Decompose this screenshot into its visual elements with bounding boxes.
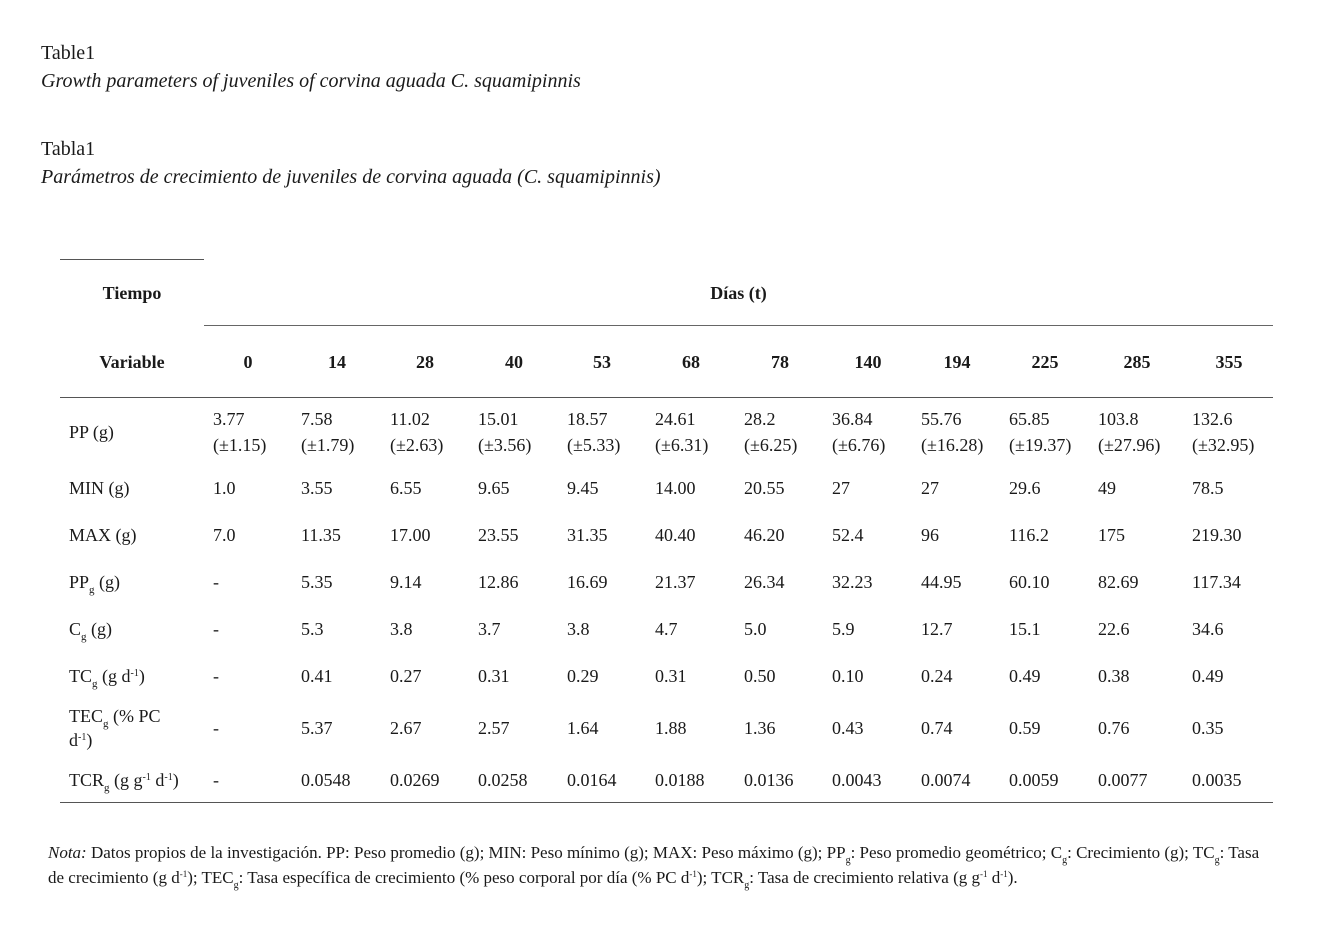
caption-spanish-label: Tabla1 bbox=[41, 138, 96, 160]
table-cell: 60.10 bbox=[1009, 572, 1050, 592]
table-cell: 15.1 bbox=[1009, 619, 1041, 639]
table-cell: - bbox=[213, 718, 219, 738]
table-cell: 175 bbox=[1098, 525, 1125, 545]
caption-english-label: Table1 bbox=[41, 42, 96, 64]
table-cell: 0.43 bbox=[832, 718, 864, 738]
table-cell: 5.9 bbox=[832, 619, 855, 639]
header-rule bbox=[60, 397, 1273, 398]
table-cell: 46.20 bbox=[744, 525, 785, 545]
table-cell: 11.35 bbox=[301, 525, 341, 545]
table-cell: 9.14 bbox=[390, 572, 422, 592]
header-variable: Variable bbox=[99, 352, 165, 372]
table-cell: 3.55 bbox=[301, 478, 333, 498]
table-cell: 2.57 bbox=[478, 718, 510, 738]
table-cell: 0.0059 bbox=[1009, 770, 1059, 790]
table-cell: 0.35 bbox=[1192, 718, 1224, 738]
table-cell: 0.10 bbox=[832, 666, 864, 686]
day-header: 0 bbox=[243, 352, 253, 372]
table-cell: 7.0 bbox=[213, 525, 236, 545]
table-cell: 20.55 bbox=[744, 478, 785, 498]
table-cell: 1.64 bbox=[567, 718, 599, 738]
table-cell: 5.3 bbox=[301, 619, 324, 639]
table-cell: 5.37 bbox=[301, 718, 333, 738]
table-cell: - bbox=[213, 619, 219, 639]
table-cell: 4.7 bbox=[655, 619, 678, 639]
header-time: Tiempo bbox=[102, 283, 162, 303]
table-cell: 0.0035 bbox=[1192, 770, 1242, 790]
table-cell: 0.0136 bbox=[744, 770, 794, 790]
table-cell: 0.0043 bbox=[832, 770, 882, 790]
days-rule bbox=[204, 325, 1273, 326]
table-cell: 18.57 (±5.33) bbox=[567, 409, 621, 455]
table-cell: 0.38 bbox=[1098, 666, 1130, 686]
table-cell: 34.6 bbox=[1192, 619, 1224, 639]
table-cell: 3.8 bbox=[390, 619, 413, 639]
table-top-rule bbox=[60, 259, 204, 260]
table-cell: 17.00 bbox=[390, 525, 431, 545]
table-cell: 22.6 bbox=[1098, 619, 1130, 639]
day-header: 225 bbox=[1031, 352, 1059, 372]
day-header: 40 bbox=[505, 352, 523, 372]
table-cell: 1.88 bbox=[655, 718, 687, 738]
table-cell: 0.0269 bbox=[390, 770, 440, 790]
row-label-cg: $C_g$ (g) bbox=[69, 619, 113, 643]
day-header: 14 bbox=[328, 352, 346, 372]
table-cell: 49 bbox=[1098, 478, 1116, 498]
table-cell: 29.6 bbox=[1009, 478, 1041, 498]
day-header: 28 bbox=[416, 352, 434, 372]
table-cell: 65.85 (±19.37) bbox=[1009, 409, 1072, 455]
table-cell: 0.49 bbox=[1009, 666, 1041, 686]
table-cell: 0.24 bbox=[921, 666, 953, 686]
table-cell: 6.55 bbox=[390, 478, 422, 498]
table-cell: 28.2 (±6.25) bbox=[744, 409, 798, 455]
table-cell: 219.30 bbox=[1192, 525, 1242, 545]
table-cell: 31.35 bbox=[567, 525, 608, 545]
table-cell: 0.59 bbox=[1009, 718, 1041, 738]
table-cell: 26.34 bbox=[744, 572, 785, 592]
table-cell: 44.95 bbox=[921, 572, 962, 592]
table-cell: 9.65 bbox=[478, 478, 510, 498]
table-cell: 3.77 (±1.15) bbox=[213, 409, 267, 455]
caption-spanish-title: Parámetros de crecimiento de juveniles de corvina aguada (C. squamipinnis) bbox=[41, 166, 661, 188]
table-bottom-rule bbox=[60, 802, 1273, 803]
table-note: Nota: Datos propios de la investigación. PP: Peso promedio (g); MIN: Peso mínimo (g); MAX: Peso máximo (g); $PP_g$: Peso promedio geométrico; $C_g$: Crecimiento (g); $TC_g$: Tasa de crecimiento (g $d^{-1}$); $TEC_g$: Tasa específica de crecimiento (% peso corporal por día (% PC $d^{-1}$); $TCR_g$: Tasa de crecimiento relativa (g $g^{-1}$ $d^{-1}$). bbox=[48, 843, 1260, 891]
table-cell: 1.36 bbox=[744, 718, 776, 738]
day-header: 355 bbox=[1215, 352, 1243, 372]
row-label-max: MAX (g) bbox=[69, 525, 137, 545]
table-cell: - bbox=[213, 666, 219, 686]
table-cell: 3.7 bbox=[478, 619, 501, 639]
table-cell: 27 bbox=[832, 478, 850, 498]
table-cell: 0.0074 bbox=[921, 770, 971, 790]
table-cell: 55.76 (±16.28) bbox=[921, 409, 984, 455]
header-days: Días (t) bbox=[710, 283, 767, 303]
table-cell: 117.34 bbox=[1192, 572, 1241, 592]
table-cell: 11.02 (±2.63) bbox=[390, 409, 444, 455]
row-label-tcrg: $TCR_g$ (g $g^{-1}$ $d^{-1}$) bbox=[69, 770, 179, 794]
table-cell: 2.67 bbox=[390, 718, 422, 738]
table-cell: 3.8 bbox=[567, 619, 590, 639]
table-cell: 0.74 bbox=[921, 718, 953, 738]
table-cell: 5.35 bbox=[301, 572, 333, 592]
table-cell: 0.76 bbox=[1098, 718, 1130, 738]
table-cell: 32.23 bbox=[832, 572, 873, 592]
row-label-tcg: $TC_g$ (g $d^{-1}$) bbox=[69, 666, 145, 690]
table-cell: 21.37 bbox=[655, 572, 696, 592]
row-label-pp: PP (g) bbox=[69, 422, 114, 442]
table-cell: 103.8 (±27.96) bbox=[1098, 409, 1161, 455]
table-cell: 40.40 bbox=[655, 525, 696, 545]
row-label-tecg: $TEC_g$ (% PC $d^{-1}$) bbox=[69, 706, 161, 750]
table-cell: 0.0188 bbox=[655, 770, 705, 790]
table-cell: 52.4 bbox=[832, 525, 864, 545]
table-cell: 0.31 bbox=[478, 666, 510, 686]
table-cell: 15.01 (±3.56) bbox=[478, 409, 532, 455]
table-cell: 96 bbox=[921, 525, 939, 545]
table-cell: 116.2 bbox=[1009, 525, 1049, 545]
day-header: 68 bbox=[682, 352, 700, 372]
day-header: 53 bbox=[593, 352, 611, 372]
table-cell: 1.0 bbox=[213, 478, 236, 498]
table-cell: 82.69 bbox=[1098, 572, 1139, 592]
row-label-min: MIN (g) bbox=[69, 478, 130, 498]
table-cell: 23.55 bbox=[478, 525, 519, 545]
table-cell: 0.27 bbox=[390, 666, 422, 686]
table-cell: 78.5 bbox=[1192, 478, 1224, 498]
table-cell: 0.29 bbox=[567, 666, 599, 686]
table-cell: - bbox=[213, 572, 219, 592]
table-cell: 0.50 bbox=[744, 666, 776, 686]
table-cell: 0.31 bbox=[655, 666, 687, 686]
table-cell: 12.7 bbox=[921, 619, 953, 639]
day-header: 140 bbox=[854, 352, 882, 372]
table-cell: 9.45 bbox=[567, 478, 599, 498]
table-cell: 12.86 bbox=[478, 572, 519, 592]
table-cell: 0.0077 bbox=[1098, 770, 1148, 790]
table-cell: 16.69 bbox=[567, 572, 608, 592]
day-header: 78 bbox=[771, 352, 789, 372]
table-cell: 14.00 bbox=[655, 478, 696, 498]
table-cell: 7.58 (±1.79) bbox=[301, 409, 355, 455]
day-header: 194 bbox=[943, 352, 971, 372]
table-cell: 0.0548 bbox=[301, 770, 351, 790]
table-cell: 5.0 bbox=[744, 619, 767, 639]
row-label-ppg: $PP_g$ (g) bbox=[69, 572, 121, 596]
table-cell: - bbox=[213, 770, 219, 790]
caption-english-title: Growth parameters of juveniles of corvina aguada C. squamipinnis bbox=[41, 70, 581, 92]
table-cell: 0.41 bbox=[301, 666, 333, 686]
table-cell: 0.0164 bbox=[567, 770, 617, 790]
table-cell: 27 bbox=[921, 478, 939, 498]
table-cell: 0.49 bbox=[1192, 666, 1224, 686]
day-header: 285 bbox=[1123, 352, 1151, 372]
table-cell: 36.84 (±6.76) bbox=[832, 409, 886, 455]
table-cell: 0.0258 bbox=[478, 770, 528, 790]
table-cell: 24.61 (±6.31) bbox=[655, 409, 709, 455]
table-cell: 132.6 (±32.95) bbox=[1192, 409, 1255, 455]
